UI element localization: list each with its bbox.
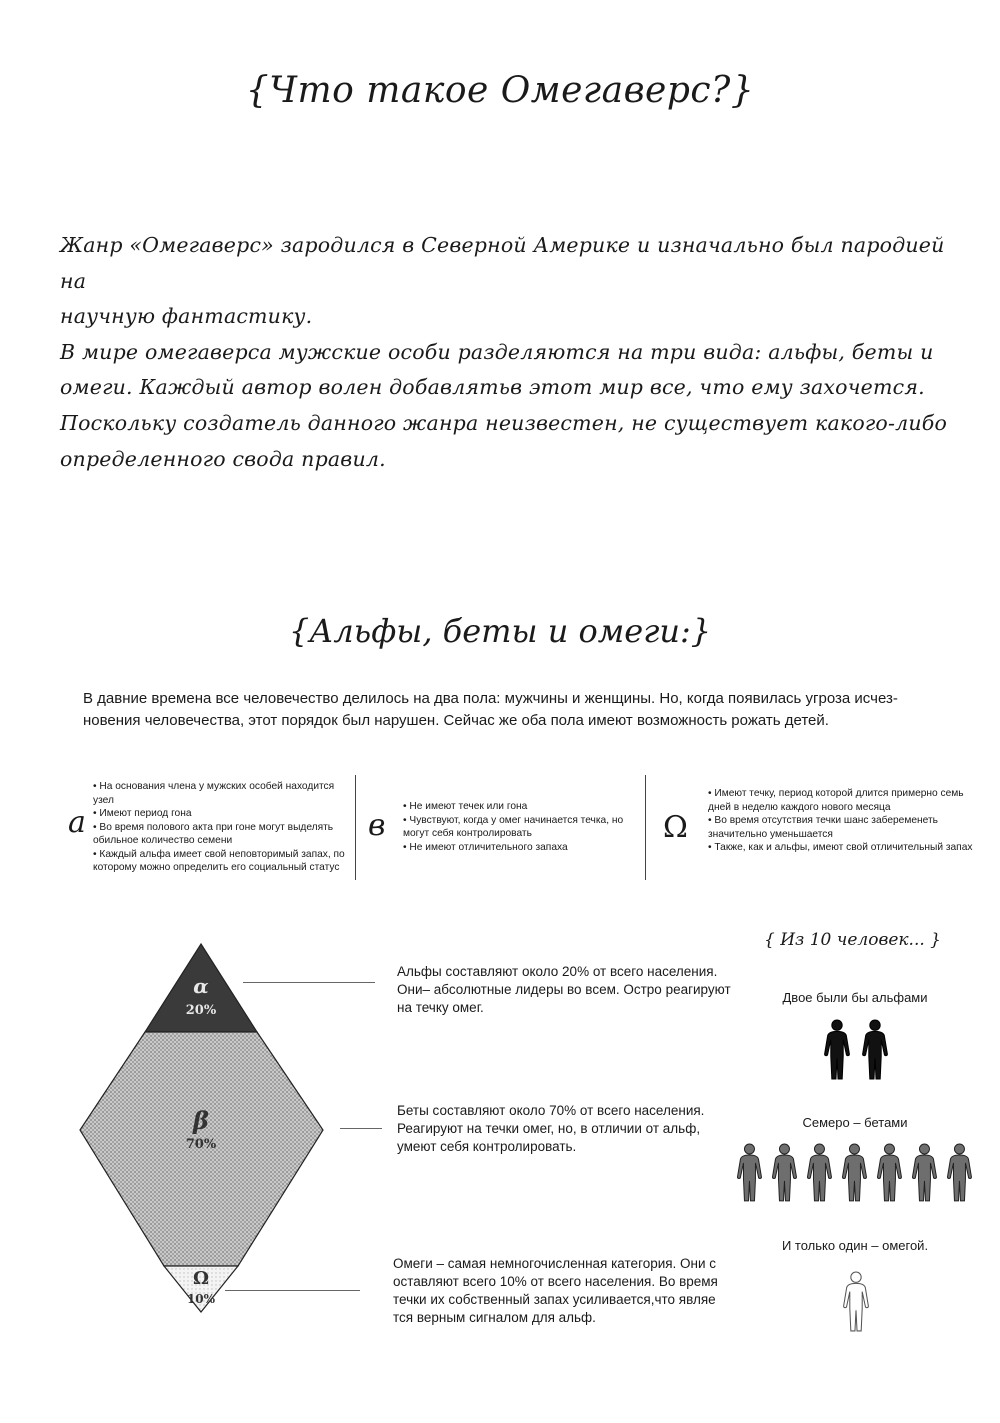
beta-stat — [397, 1102, 732, 1156]
stat-line: течки их собственный запах усиливается,что являе — [393, 1292, 716, 1307]
stat-line: Реагируют на течки омег, но, в отличии от альф, — [397, 1121, 701, 1136]
column-divider — [645, 775, 646, 880]
alpha-figures — [745, 1018, 965, 1080]
stat-line: оставляют всего 10% от всего населения. Во время — [393, 1274, 718, 1289]
lead-line: новения человечества, этот порядок был нарушен. Сейчас же оба пола имеют возможность рожать детей. — [83, 712, 829, 729]
types-heading: {Альфы, беты и омеги:} — [288, 612, 712, 650]
stat-line: на течку омег. — [397, 1000, 484, 1015]
stat-line: умеют себя контролировать. — [397, 1139, 577, 1154]
list-item: • Не имеют течек или гона — [403, 800, 643, 814]
omega-percent-label: 10% — [186, 1292, 216, 1306]
omega-symbol-label: Ω — [192, 1268, 210, 1289]
intro-line: Жанр «Омегаверс» зародился в Северной Америке и изначально был пародией на — [60, 233, 945, 293]
intro-line: научную фантастику. — [60, 304, 313, 329]
beta-person-icon — [874, 1142, 903, 1202]
beta-figures — [728, 1142, 978, 1204]
omega-caption: И только один – омегой. — [781, 1238, 929, 1253]
alpha-symbol-label: α — [193, 974, 209, 998]
ten-people-title: { Из 10 человек... } — [764, 930, 941, 950]
list-item: • Имеют период гона — [93, 807, 351, 821]
main-heading: {Что такое Омегаверс?} — [245, 70, 755, 111]
beta-person-icon — [804, 1142, 833, 1202]
stat-line: Омеги – самая немногочисленная категория. Они с — [393, 1256, 717, 1271]
stat-line: тся верным сигналом для альф. — [393, 1310, 596, 1325]
list-item: • Каждый альфа имеет свой неповторимый запах, по которому можно определить его социальный статус — [93, 848, 351, 875]
omega-stat — [393, 1255, 728, 1327]
beta-person-icon — [769, 1142, 798, 1202]
intro-line: Поскольку создатель данного жанра неизвестен, не существует какого-либо — [60, 410, 948, 435]
pointer-line — [243, 982, 375, 983]
list-item: • Также, как и альфы, имеют свой отличительный запах — [708, 841, 983, 855]
list-item: • Во время полового акта при гоне могут выделять обильное количество семени — [93, 821, 351, 848]
beta-percent-label: 70% — [185, 1137, 217, 1152]
lead-text — [83, 688, 953, 732]
beta-person-icon — [734, 1142, 763, 1202]
list-item: • Имеют течку, период которой длится примерно семь дней в неделю каждого нового месяца — [708, 787, 983, 814]
beta-symbol-label: β — [193, 1106, 209, 1135]
stat-line: Они– абсолютные лидеры во всем. Остро реагируют — [397, 982, 731, 997]
stat-line: Беты составляют около 70% от всего населения. — [397, 1103, 705, 1118]
list-item: • Не имеют отличительного запаха — [403, 841, 643, 855]
alpha-percent-label: 20% — [185, 1003, 217, 1018]
population-diamond — [70, 935, 335, 1315]
list-item: • Чувствуют, когда у омег начинается течка, но могут себя контролировать — [403, 814, 643, 841]
intro-text — [60, 228, 950, 477]
beta-person-icon — [909, 1142, 938, 1202]
stat-line: Альфы составляют около 20% от всего населения. — [397, 964, 718, 979]
beta-person-icon — [839, 1142, 868, 1202]
alpha-person-icon — [859, 1018, 889, 1080]
column-divider — [355, 775, 356, 880]
beta-traits — [403, 800, 643, 854]
alpha-traits — [93, 780, 351, 875]
omega-person-icon — [840, 1270, 870, 1332]
pointer-line — [225, 1290, 360, 1291]
omega-traits — [708, 787, 983, 855]
intro-line: В мире омегаверса мужские особи разделяются на три вида: альфы, беты и — [60, 339, 934, 364]
beta-person-icon — [944, 1142, 973, 1202]
list-item: • Во время отсутствия течки шанс забеременеть значительно уменьшается — [708, 814, 983, 841]
beta-caption: Семеро – бетами — [802, 1115, 908, 1130]
alpha-stat — [397, 963, 732, 1017]
omega-symbol: Ω — [663, 810, 688, 845]
alpha-person-icon — [821, 1018, 851, 1080]
omega-figures — [745, 1270, 965, 1332]
beta-symbol: в — [368, 808, 386, 843]
lead-line: В давние времена все человечество делилось на два пола: мужчины и женщины. Но, когда появилась угроза исчез- — [83, 690, 898, 707]
intro-line: определенного свода правил. — [60, 446, 386, 471]
list-item: • На основания члена у мужских особей находится узел — [93, 780, 351, 807]
intro-line: омеги. Каждый автор волен добавлятьв этот мир все, что ему захочется. — [60, 375, 925, 400]
alpha-symbol: a — [68, 805, 86, 840]
alpha-caption: Двое были бы альфами — [782, 990, 928, 1005]
pointer-line — [340, 1128, 382, 1129]
